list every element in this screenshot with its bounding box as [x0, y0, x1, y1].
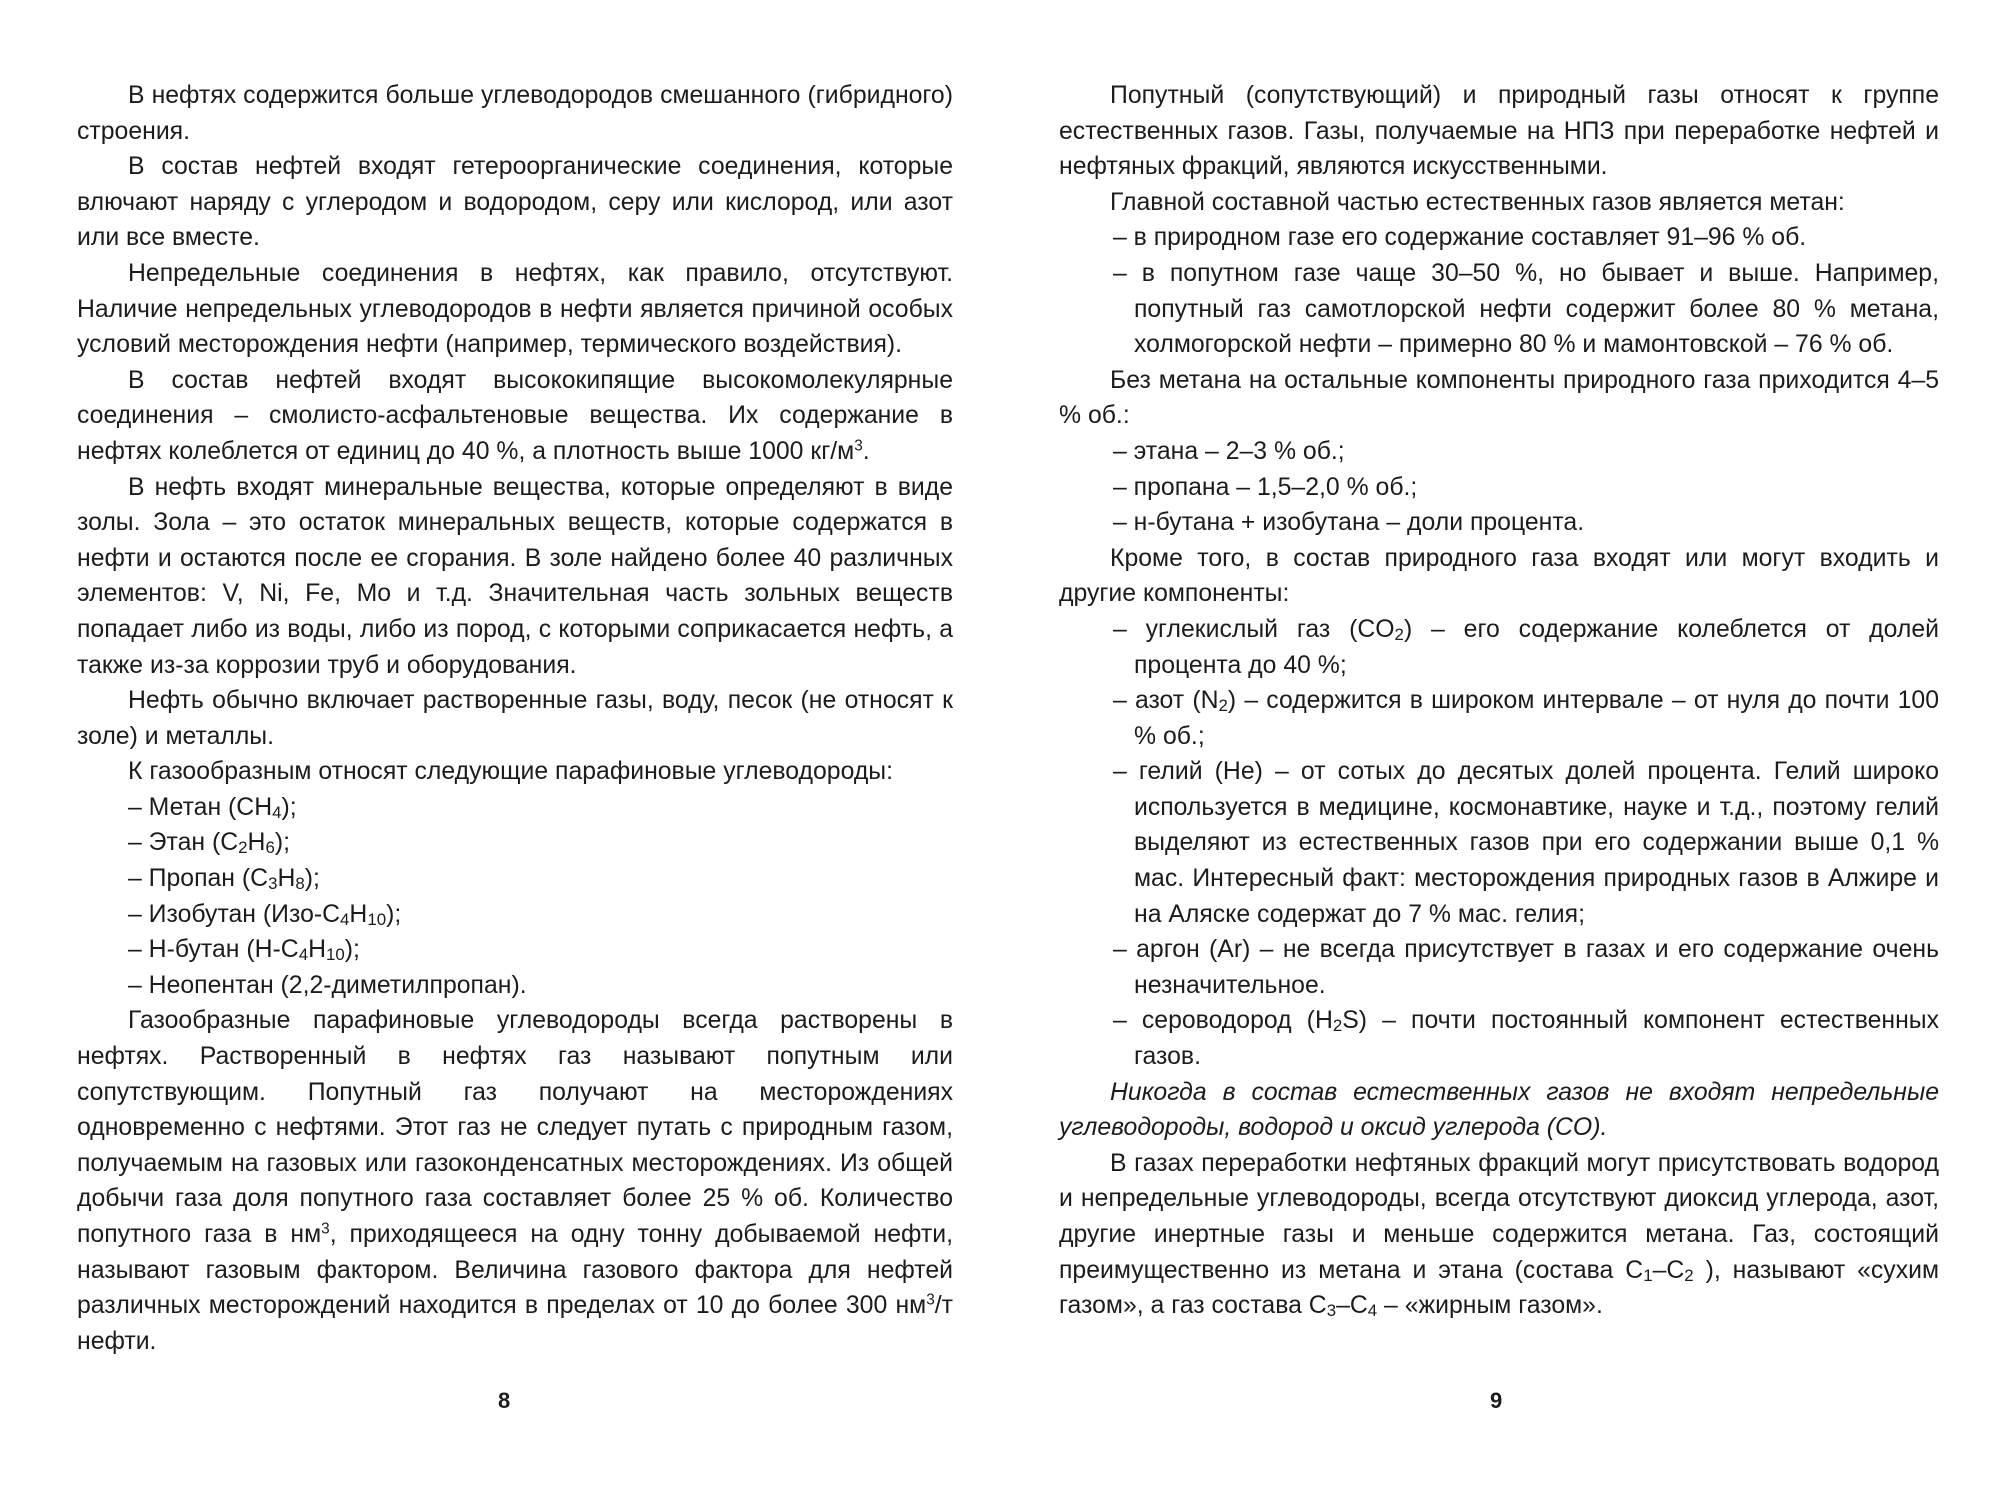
- text: /т нефти.: [77, 1292, 953, 1355]
- subscript: 2: [1394, 624, 1404, 644]
- text: – азот (N: [1113, 687, 1219, 715]
- paragraph: [77, 363, 953, 470]
- italic-paragraph: Никогда в состав естественных газов не входят непредельные углеводороды, водород и оксид углерода (CO).: [1059, 1078, 1939, 1142]
- left-page: [77, 78, 953, 1359]
- subscript: 10: [326, 945, 345, 965]
- list-item: [1059, 1003, 1939, 1074]
- list-item: – н-бутана + изобутана – доли процента.: [1113, 509, 1585, 537]
- page-number: 9: [1490, 1388, 1503, 1413]
- text: );: [386, 900, 402, 928]
- text: ), называют «сухим газом», а газ состава C: [1059, 1256, 1939, 1320]
- paragraph: Кроме того, в состав природного газа входят или могут входить и другие компоненты:: [1059, 544, 1939, 608]
- subscript: 10: [367, 909, 387, 929]
- paragraph: [77, 1003, 953, 1359]
- text: );: [304, 865, 320, 893]
- list-item: – в попутном газе чаще 30–50 %, но бывает и выше. Например, попутный газ самотлорской нефти содержит более 80 % метана, холмогорской нефти – примерно 80 % и мамонтовской – 76 % об.: [1113, 259, 1939, 359]
- text: Газообразные парафиновые углеводороды всегда растворены в нефтях. Растворенный в нефтях газ называют попутным или сопутствующим. Попутный газ получают на месторождениях одновременно с нефтями. Этот газ не следует путать с природным газом, получаемым на газовых или газоконденсатных месторождениях. Из общей добычи газа доля попутного газа составляет более 25 % об. Количество попутного газа в нм: [77, 1007, 953, 1248]
- list-item: – в природном газе его содержание составляет 91–96 % об.: [1113, 224, 1807, 252]
- subscript: 6: [265, 838, 275, 858]
- paragraph: Без метана на остальные компоненты природного газа приходится 4–5 % об.:: [1059, 366, 1939, 430]
- text: );: [274, 829, 290, 857]
- page-number: 8: [498, 1388, 511, 1413]
- subscript: 3: [1326, 1301, 1337, 1321]
- text: H: [308, 936, 326, 964]
- paragraph: Попутный (сопутствующий) и природный газы относят к группе естественных газов. Газы, получаемые на НПЗ при переработке нефтей и нефтяных фракций, являются искусственными.: [1059, 82, 1939, 181]
- text: H: [277, 865, 296, 893]
- subscript: 2: [1684, 1265, 1694, 1285]
- subscript: 2: [238, 838, 248, 858]
- text: – Н-бутан (Н-C: [128, 936, 299, 964]
- list-item: [1059, 683, 1939, 754]
- text: ) – его содержание колеблется от долей процента до 40 %;: [1134, 615, 1939, 679]
- paragraph: В нефть входят минеральные вещества, которые определяют в виде золы. Зола – это остаток минеральных веществ, которые содержатся в нефти и остаются после ее сгорания. В золе найдено более 40 различных элементов: V, Ni, Fe, Mo и т.д. Значительная часть зольных веществ попадает либо из воды, либо из пород, с которыми соприкасается нефть, а также из-за коррозии труб и оборудования.: [77, 473, 953, 679]
- paragraph: К газообразным относят следующие парафиновые углеводороды:: [128, 758, 894, 786]
- list-item: – Неопентан (2,2-диметилпропан).: [128, 971, 527, 999]
- subscript: 4: [340, 909, 350, 929]
- text: H: [349, 900, 368, 928]
- text: В состав нефтей входят высококипящие высокомолекулярные соединения – смолисто-асфальтеновые вещества. Их содержание в нефтях колеблется от единиц до 40 %, а плотность выше 1000 кг/м: [77, 366, 953, 465]
- text: – Пропан (C: [128, 865, 269, 893]
- subscript: 4: [1367, 1301, 1378, 1321]
- text: );: [344, 936, 360, 964]
- list-item: – пропана – 1,5–2,0 % об.;: [1113, 473, 1418, 501]
- subscript: 2: [1218, 696, 1228, 716]
- list-item: – этана – 2–3 % об.;: [1113, 437, 1345, 465]
- subscript: 8: [295, 874, 305, 894]
- text: ) – содержится в широком интервале – от нуля до почти 100 % об.;: [1134, 687, 1939, 750]
- text: –C: [1336, 1292, 1368, 1320]
- text: – Метан (CH: [128, 793, 273, 821]
- text: , приходящееся на одну тонну добываемой нефти, называют газовым фактором. Величина газового фактора для нефтей различных месторождений находится в пределах от 10 до более 300 нм: [77, 1221, 954, 1320]
- list-item: [77, 790, 953, 826]
- text: S) – почти постоянный компонент естественных газов.: [1134, 1007, 1939, 1071]
- paragraph: Нефть обычно включает растворенные газы, воду, песок (не относят к золе) и металлы.: [77, 687, 953, 750]
- superscript: 3: [926, 1291, 935, 1309]
- list-item: [1059, 612, 1939, 683]
- list-item: [77, 861, 953, 897]
- text: – Изобутан (Изо-C: [128, 900, 341, 928]
- subscript: 2: [1332, 1016, 1343, 1036]
- right-page: [1059, 78, 1939, 1324]
- subscript: 4: [298, 945, 309, 965]
- subscript: 4: [272, 802, 282, 822]
- list-item: [77, 825, 953, 861]
- paragraph: В нефтях содержится больше углеводородов смешанного (гибридного) строения.: [77, 82, 953, 145]
- list-item: – гелий (He) – от сотых до десятых долей процента. Гелий широко используется в медицине, космонавтике, науке и т.д., поэтому гелий выделяют из естественных газов при его содержании выше 0,1 % мас. Интересный факт: месторождения природных газов в Алжире и на Аляске содержат до 7 % мас. гелия;: [1113, 758, 1939, 928]
- paragraph: [1059, 1146, 1939, 1324]
- paragraph: Непредельные соединения в нефтях, как правило, отсутствуют. Наличие непредельных углеводородов в нефти является причиной особых условий месторождения нефти (например, термического воздействия).: [77, 259, 953, 359]
- superscript: 3: [854, 437, 863, 455]
- superscript: 3: [321, 1220, 330, 1238]
- list-item: [77, 897, 953, 933]
- text: .: [862, 437, 870, 465]
- text: –C: [1652, 1256, 1685, 1284]
- text: – Этан (C: [128, 829, 239, 857]
- subscript: 3: [268, 874, 278, 894]
- list-item: – аргон (Ar) – не всегда присутствует в газах и его содержание очень незначительное.: [1113, 936, 1939, 999]
- subscript: 1: [1643, 1265, 1653, 1285]
- paragraph: Главной составной частью естественных газов является метан:: [1110, 188, 1845, 216]
- list-item: [77, 932, 953, 968]
- text: H: [247, 829, 266, 857]
- text: );: [281, 793, 297, 821]
- paragraph: В состав нефтей входят гетероорганические соединения, которые влючают наряду с углеродом и водородом, серу или кислород, или азот или все вместе.: [77, 153, 953, 252]
- text: – «жирным газом».: [1377, 1292, 1603, 1320]
- text: – сероводород (H: [1113, 1007, 1333, 1035]
- text: – углекислый газ (CO: [1113, 615, 1395, 643]
- text: В газах переработки нефтяных фракций могут присутствовать водород и непредельные углеводороды, всегда отсутствуют диоксид углерода, азот, другие инертные газы и меньше содержится метана. Газ, состоящий преимущественно из метана и этана (состава C: [1059, 1149, 1939, 1284]
